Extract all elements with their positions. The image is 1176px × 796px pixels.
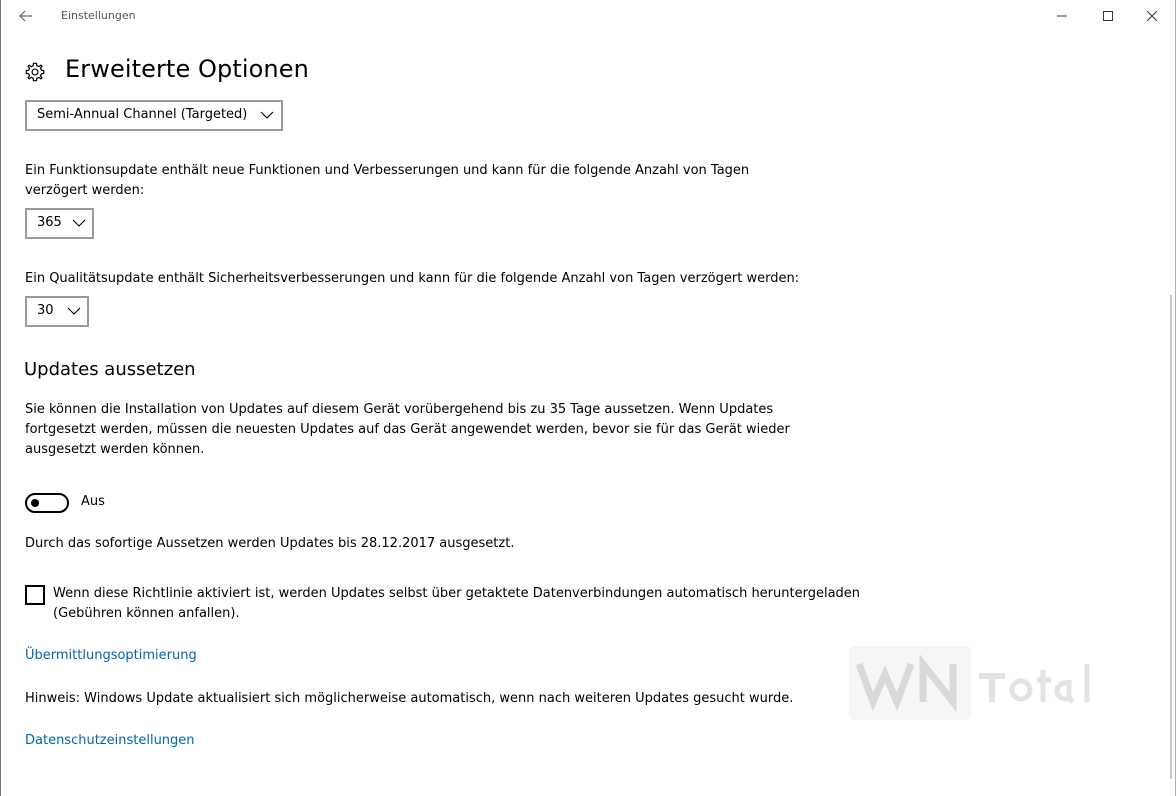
feature-update-days-select[interactable] [25, 208, 94, 239]
gear-icon [24, 61, 46, 83]
metered-connection-checkbox[interactable] [25, 585, 45, 605]
windows-update-note: Hinweis: Windows Update aktualisiert sich möglicherweise automatisch, wenn nach weiteren Updates gesucht wurde. [25, 691, 794, 706]
chevron-down-icon [67, 306, 81, 316]
close-button[interactable] [1129, 0, 1175, 32]
close-icon [1146, 10, 1158, 22]
delivery-optimization-link[interactable]: Übermittlungsoptimierung [25, 648, 197, 663]
channel-select[interactable] [25, 100, 283, 131]
chevron-down-icon [260, 110, 274, 120]
arrow-left-icon [19, 10, 33, 22]
privacy-settings-link[interactable]: Datenschutzeinstellungen [25, 733, 195, 748]
pause-updates-toggle[interactable] [25, 493, 69, 513]
metered-connection-label: Wenn diese Richtlinie aktiviert ist, werden Updates selbst über getaktete Datenverbindungen automatisch heruntergeladen (Gebühren können anfallen). [53, 586, 861, 621]
page-title: Erweiterte Optionen [65, 55, 309, 83]
minimize-button[interactable] [1039, 0, 1085, 32]
window-left-border [0, 0, 1, 796]
pause-info-text: Durch das sofortige Aussetzen werden Updates bis 28.12.2017 ausgesetzt. [25, 536, 515, 551]
quality-update-description: Ein Qualitätsupdate enthält Sicherheitsverbesserungen und kann für die folgende Anzahl von Tagen verzögert werden: [25, 271, 800, 286]
back-button[interactable] [9, 0, 43, 32]
pause-section-description: Sie können die Installation von Updates auf diesem Gerät vorübergehend bis zu 35 Tage aussetzen. Wenn Updates fortgesetzt werden, müssen die neuesten Updates auf das Gerät angewendet werden, bevor sie für das Gerät wieder ausgesetzt werden können. [25, 402, 790, 457]
channel-select-value: Semi-Annual Channel (Targeted) [37, 107, 248, 122]
window-title: Einstellungen [61, 9, 136, 22]
quality-update-days-select[interactable] [25, 296, 89, 327]
chevron-down-icon [72, 218, 86, 228]
toggle-knob [31, 499, 39, 507]
title-bar [1, 0, 1175, 32]
feature-update-days-value: 365 [37, 215, 62, 230]
maximize-button[interactable] [1085, 0, 1131, 32]
feature-update-description: Ein Funktionsupdate enthält neue Funktionen und Verbesserungen und kann für die folgende Anzahl von Tagen verzögert werden: [25, 163, 750, 198]
minimize-icon [1056, 10, 1068, 22]
pause-section-heading: Updates aussetzen [24, 359, 196, 380]
pause-toggle-state-label: Aus [81, 494, 105, 509]
maximize-icon [1102, 10, 1114, 22]
vertical-scrollbar[interactable] [1170, 295, 1172, 779]
quality-update-days-value: 30 [37, 303, 54, 318]
watermark-logo [845, 640, 1095, 726]
